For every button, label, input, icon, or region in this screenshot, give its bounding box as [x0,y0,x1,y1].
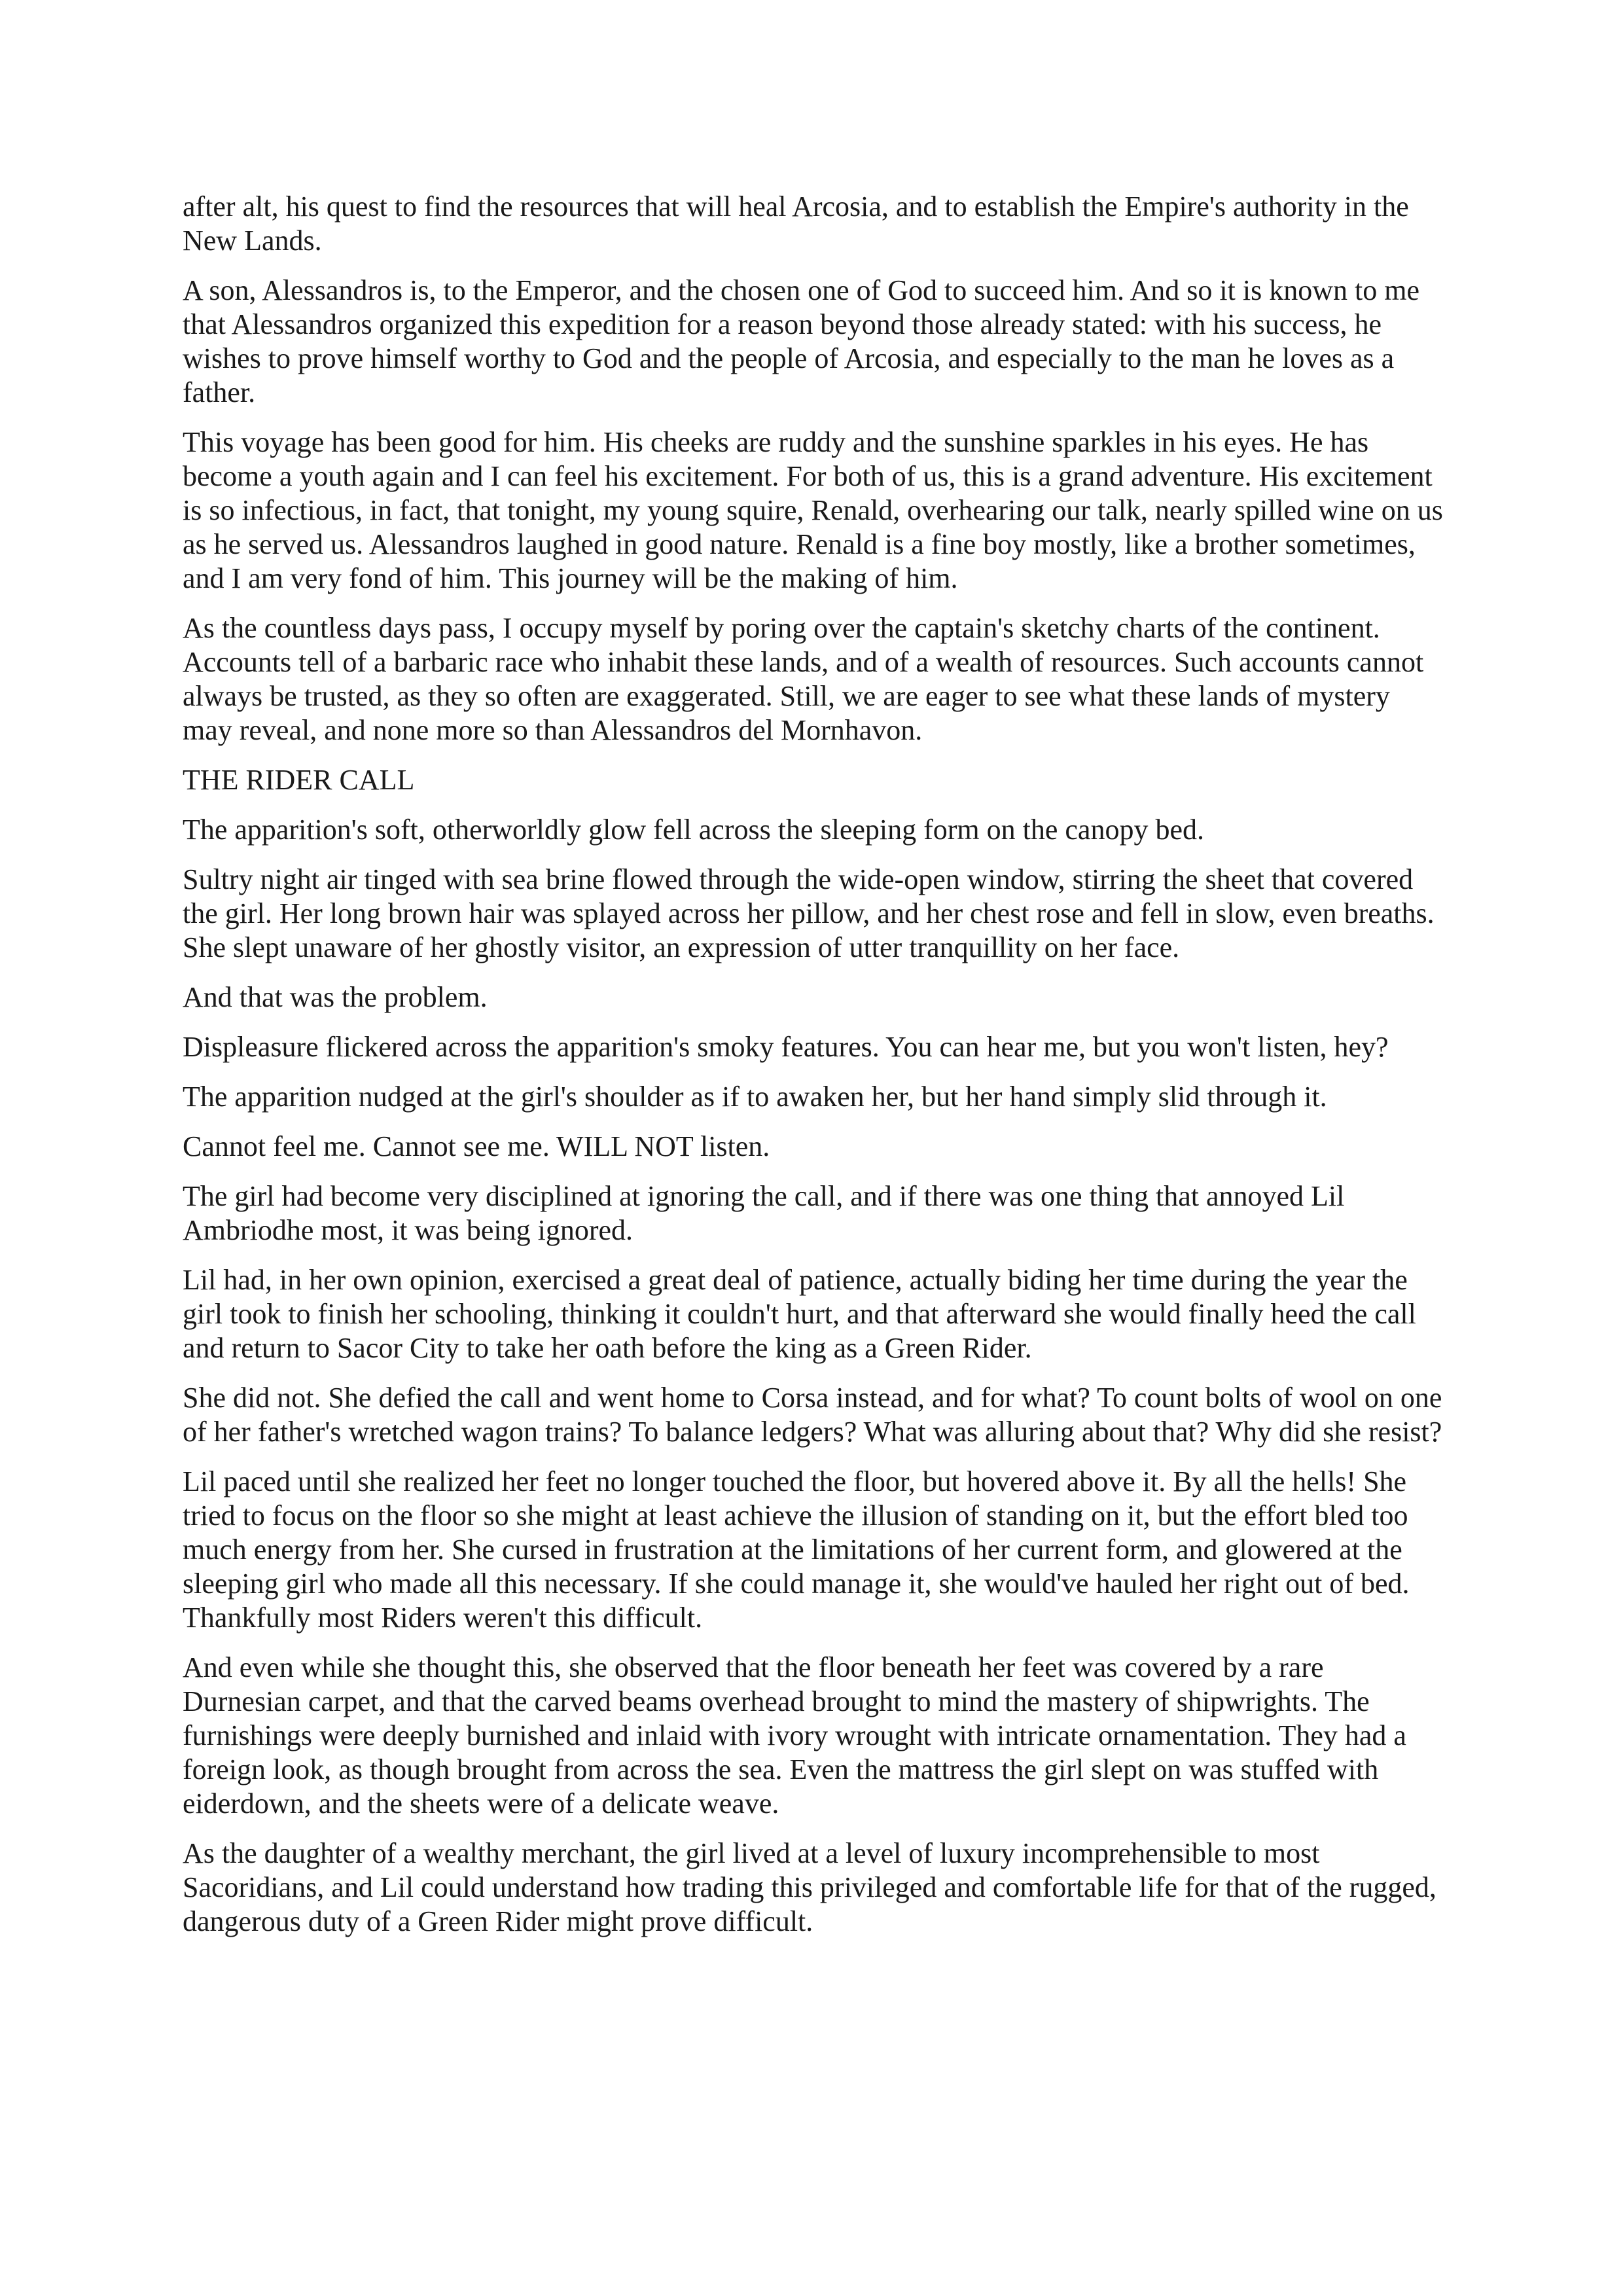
paragraph-13: Lil had, in her own opinion, exercised a great deal of patience, actually biding her time during the year the girl took to finish her schooling, thinking it couldn't hurt, and that afterward she would finally heed the call and return to Sacor City to take her oath before the king as a Green Rider. [183,1264,1416,1364]
paragraph-4: As the countless days pass, I occupy myself by poring over the captain's sketchy charts of the continent. Accounts tell of a barbaric race who inhabit these lands, and of a wealth of resources. Such accounts cannot always be trusted, as they so often are exaggerated. Still, we are eager to see what these lands of mystery may reveal, and none more so than Alessandros del Mornhavon. [183,612,1424,746]
paragraph-3: This voyage has been good for him. His cheeks are ruddy and the sunshine sparkles in his eyes. He has become a youth again and I can feel his excitement. For both of us, this is a grand adventure. His excitement is so infectious, in fact, that tonight, my young squire, Renald, overhearing our talk, nearly spilled wine on us as he served us. Alessandros laughed in good nature. Renald is a fine boy mostly, like a brother sometimes, and I am very fond of him. This journey will be the making of him. [183,426,1443,594]
paragraph-11: Cannot feel me. Cannot see me. WILL NOT listen. [183,1130,770,1162]
paragraph-9: Displeasure flickered across the apparition's smoky features. You can hear me, but you won't listen, hey? [183,1031,1389,1063]
paragraph-14: She did not. She defied the call and went home to Corsa instead, and for what? To count bolts of wool on one of her father's wretched wagon trains? To balance ledgers? What was alluring about that? Why did she resist? [183,1382,1442,1448]
paragraph-16: And even while she thought this, she observed that the floor beneath her feet was covered by a rare Durnesian carpet, and that the carved beams overhead brought to mind the mastery of shipwrights. The furnishings were deeply burnished and inlaid with ivory wrought with intricate ornamentation. They had a foreign look, as though brought from across the sea. Even the mattress the girl slept on was stuffed with eiderdown, and the sheets were of a delicate weave. [183,1651,1406,1820]
document-page [183,190,1446,1954]
paragraph-2: A son, Alessandros is, to the Emperor, and the chosen one of God to succeed him. And so it is known to me that Alessandros organized this expedition for a reason beyond those already stated: with his success, he wishes to prove himself worthy to God and the people of Arcosia, and especially to the man he loves as a father. [183,274,1419,408]
paragraph-8: And that was the problem. [183,981,488,1013]
paragraph-12: The girl had become very disciplined at ignoring the call, and if there was one thing that annoyed Lil Ambriodhe most, it was being ignored. [183,1180,1345,1246]
paragraph-15: Lil paced until she realized her feet no longer touched the floor, but hovered above it. By all the hells! She tried to focus on the floor so she might at least achieve the illusion of standing on it, but the effort bled too much energy from her. She cursed in frustration at the limitations of her current form, and glowered at the sleeping girl who made all this necessary. If she could manage it, she would've hauled her right out of bed. Thankfully most Riders weren't this difficult. [183,1465,1410,1634]
paragraph-1: after alt, his quest to find the resources that will heal Arcosia, and to establish the Empire's authority in the New Lands. [183,190,1409,257]
paragraph-17: As the daughter of a wealthy merchant, the girl lived at a level of luxury incomprehensible to most Sacoridians, and Lil could understand how trading this privileged and comfortable life for that of the rugged, dangerous duty of a Green Rider might prove difficult. [183,1837,1436,1937]
paragraph-7: Sultry night air tinged with sea brine flowed through the wide-open window, stirring the sheet that covered the girl. Her long brown hair was splayed across her pillow, and her chest rose and fell in slow, even breaths. She slept unaware of her ghostly visitor, an expression of utter tranquillity on her face. [183,863,1435,963]
paragraph-10: The apparition nudged at the girl's shoulder as if to awaken her, but her hand simply slid through it. [183,1081,1327,1113]
paragraph-6: The apparition's soft, otherworldly glow fell across the sleeping form on the canopy bed. [183,814,1204,846]
chapter-heading: THE RIDER CALL [183,764,415,796]
